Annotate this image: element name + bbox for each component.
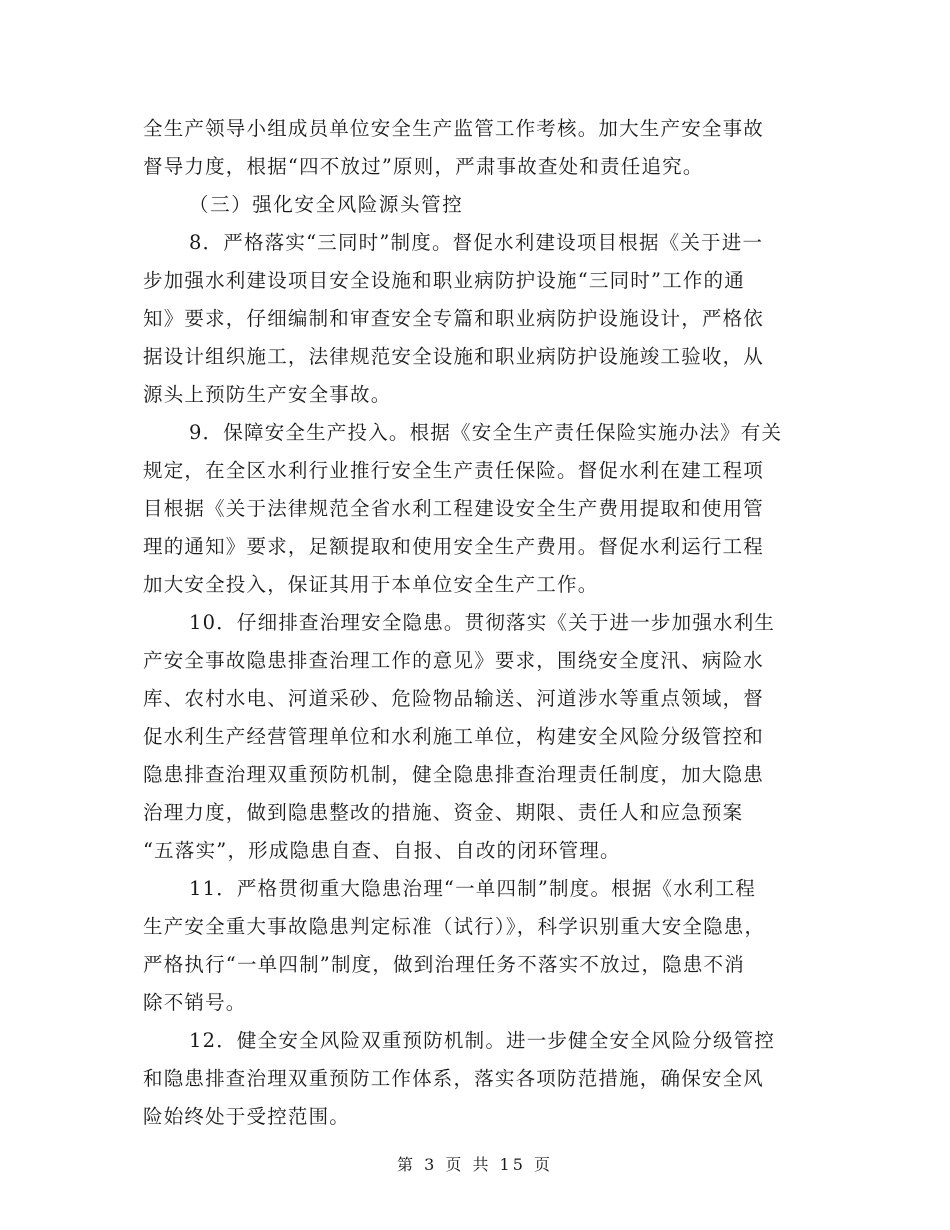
paragraph-first-line: 12．健全安全风险双重预防机制。进一步健全安全风险分级管控	[189, 1029, 776, 1052]
text-line: 库、农村水电、河道采砂、危险物品输送、河道涉水等重点领域，督	[143, 687, 765, 710]
text-line: 生产安全重大事故隐患判定标准（试行）》，科学识别重大安全隐患，	[143, 915, 766, 938]
text-line: 理的通知》要求，足额提取和使用安全生产费用。督促水利运行工程	[143, 535, 765, 558]
paragraph-first-line: 10．仔细排查治理安全隐患。贯彻落实《关于进一步加强水利生	[189, 611, 776, 634]
text-line: 促水利生产经营管理单位和水利施工单位，构建安全风险分级管控和	[143, 725, 765, 748]
text-line: 除不销号。	[143, 991, 247, 1014]
paragraph-first-line: 8．严格落实“三同时”制度。督促水利建设项目根据《关于进一	[189, 231, 764, 254]
text-line: 步加强水利建设项目安全设施和职业病防护设施“三同时”工作的通	[143, 269, 745, 292]
page-number-footer: 第 3 页 共 15 页	[397, 1155, 553, 1174]
text-line: 源头上预防生产安全事故。	[143, 383, 392, 406]
paragraph-first-line: 9．保障安全生产投入。根据《安全生产责任保险实施办法》有关	[189, 421, 783, 444]
text-line: 和隐患排查治理双重预防工作体系，落实各项防范措施，确保安全风	[143, 1067, 765, 1090]
text-line: 督导力度，根据“四不放过”原则，严肃事故查处和责任追究。	[143, 155, 704, 178]
paragraph-first-line: 11．严格贯彻重大隐患治理“一单四制”制度。根据《水利工程	[189, 877, 757, 900]
text-line: 产安全事故隐患排查治理工作的意见》要求，围绕安全度汛、病险水	[143, 649, 765, 672]
text-line: 严格执行“一单四制”制度，做到治理任务不落实不放过，隐患不消	[143, 953, 745, 976]
text-line: 知》要求，仔细编制和审查安全专篇和职业病防护设施设计，严格依	[143, 307, 765, 330]
text-line: 据设计组织施工，法律规范安全设施和职业病防护设施竣工验收，从	[143, 345, 765, 368]
text-line: 治理力度，做到隐患整改的措施、资金、期限、责任人和应急预案	[143, 801, 744, 824]
text-line: 险始终处于受控范围。	[143, 1105, 351, 1128]
text-line: 加大安全投入，保证其用于本单位安全生产工作。	[143, 573, 599, 596]
text-line: 规定，在全区水利行业推行安全生产责任保险。督促水利在建工程项	[143, 459, 765, 482]
text-line: “五落实”，形成隐患自查、自报、自改的闭环管理。	[143, 839, 621, 862]
text-line: 目根据《关于法律规范全省水利工程建设安全生产费用提取和使用管	[143, 497, 765, 520]
text-line: 隐患排查治理双重预防机制，健全隐患排查治理责任制度，加大隐患	[143, 763, 765, 786]
document-body	[143, 110, 808, 1136]
section-heading: （三）强化安全风险源头管控	[189, 193, 464, 216]
text-line: 全生产领导小组成员单位安全生产监管工作考核。加大生产安全事故	[143, 117, 765, 140]
